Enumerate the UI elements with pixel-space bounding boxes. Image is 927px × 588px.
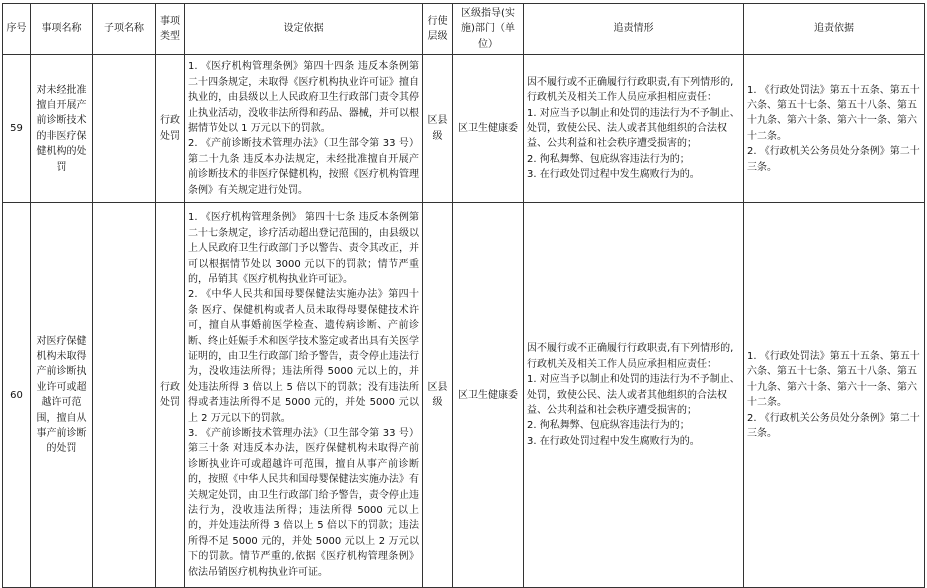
liability-line: 2. 徇私舞弊、包庇纵容违法行为的； — [527, 420, 690, 432]
header-seq: 序号 — [3, 4, 31, 55]
accountability-table — [2, 3, 925, 588]
basis-line: 2. 《中华人民共和国母婴保健法实施办法》第四十条 医疗、保健机构或者人员未取得母婴保健技术许可，擅自从事婚前医学检查、遗传病诊断、产前诊断、终止妊娠手术和医学技术鉴定或者出具有关医学证明的，由卫生行政部门给予警告，责令停止违法行为，没收违法所得；违法所得 5000 元以上的，并处违法所得 3 倍以上 5 倍以下的罚款；没有违法所得或者违法所得不足 5000 元的，并处 5000 元以上 2 万元以下的罚款。 — [188, 289, 419, 424]
table-row — [3, 55, 925, 203]
basis-line: 3. 《产前诊断技术管理办法》（卫生部令第 33 号）第三十条 对违反本办法，医疗保健机构未取得产前诊断执业许可或超越许可范围，擅自从事产前诊断的，按照《中华人民共和国母婴保健法实施办法》有关规定处罚，由卫生行政部门给予警告，责令停止违法行为，没收违法所得；违法所得 5000 元以上的，并处违法所得 3 倍以上 5 倍以下的罚款；违法所得不足 5000 元的，并处 5000 元以上 2 万元以下的罚款。情节严重的,依据《医疗机构管理条例》依法吊销医疗机构执业许可证。 — [188, 428, 419, 578]
liability-basis-line: 1. 《行政处罚法》第五十五条、第五十六条、第五十七条、第五十八条、第五十九条、第六十条、第六十一条、第六十二条。 — [747, 84, 920, 142]
table-row — [3, 203, 925, 588]
basis-line: 2. 《产前诊断技术管理办法》（卫生部令第 33 号）第二十九条 违反本办法规定，未经批准擅自开展产前诊断技术的非医疗保健机构，按照《医疗机构管理条例》有关规定进行处罚。 — [188, 138, 419, 196]
row-seq: 59 — [3, 55, 31, 203]
liability-line: 1. 对应当予以制止和处罚的违法行为不予制止、处罚，致使公民、法人或者其他组织的合法权益、公共利益和社会秩序遭受损害的； — [527, 107, 740, 150]
header-row — [3, 4, 925, 55]
row-basis — [185, 203, 423, 588]
row-item-type: 行政处罚 — [156, 203, 185, 588]
basis-line: 1. 《医疗机构管理条例》第四十四条 违反本条例第二十四条规定，未取得《医疗机构执业许可证》擅自执业的，由县级以上人民政府卫生行政部门责令其停止执业活动，没收非法所得和药品、器械，并可以根据情节处以 1 万元以下的罚款。 — [188, 61, 419, 135]
row-liability-basis — [744, 203, 925, 588]
liability-line: 3. 在行政处罚过程中发生腐败行为的。 — [527, 169, 700, 181]
row-seq: 60 — [3, 203, 31, 588]
row-dept: 区卫生健康委 — [453, 203, 524, 588]
header-level: 行使层级 — [423, 4, 453, 55]
header-item-type: 事项类型 — [156, 4, 185, 55]
header-sub-item-name: 子项名称 — [93, 4, 156, 55]
liability-line: 2. 徇私舞弊、包庇纵容违法行为的； — [527, 153, 690, 165]
liability-basis-line: 2. 《行政机关公务员处分条例》第二十三条。 — [747, 146, 920, 173]
row-basis — [185, 55, 423, 203]
header-item-name: 事项名称 — [31, 4, 93, 55]
basis-line: 1. 《医疗机构管理条例》 第四十七条 违反本条例第二十七条规定，诊疗活动超出登记范围的，由县级以上人民政府卫生行政部门予以警告、责令其改正，并可以根据情节处以 3000 元以下的罚款；情节严重的，吊销其《医疗机构执业许可证》。 — [188, 212, 419, 285]
row-item-type: 行政处罚 — [156, 55, 185, 203]
liability-line: 3. 在行政处罚过程中发生腐败行为的。 — [527, 435, 700, 447]
liability-line: 因不履行或不正确履行行政职责,有下列情形的,行政机关及相关工作人员应承担相应责任： — [527, 76, 734, 104]
liability-line: 因不履行或不正确履行行政职责,有下列情形的,行政机关及相关工作人员应承担相应责任： — [527, 343, 734, 370]
row-liability-case — [524, 203, 744, 588]
row-item-name: 对未经批准擅自开展产前诊断技术的非医疗保健机构的处罚 — [31, 55, 93, 203]
row-level: 区县级 — [423, 203, 453, 588]
row-liability-basis — [744, 55, 925, 203]
row-level: 区县级 — [423, 55, 453, 203]
liability-basis-line: 1. 《行政处罚法》第五十五条、第五十六条、第五十七条、第五十八条、第五十九条、第六十条、第六十一条、第六十二条。 — [747, 351, 920, 409]
row-liability-case — [524, 55, 744, 203]
liability-line: 1. 对应当予以制止和处罚的违法行为不予制止、处罚，致使公民、法人或者其他组织的合法权益、公共利益和社会秩序遭受损害的； — [527, 374, 740, 416]
row-sub-item-name — [93, 203, 156, 588]
row-dept: 区卫生健康委 — [453, 55, 524, 203]
header-liability-basis: 追责依据 — [744, 4, 925, 55]
row-sub-item-name — [93, 55, 156, 203]
liability-basis-line: 2. 《行政机关公务员处分条例》第二十三条。 — [747, 412, 920, 440]
header-liability-case: 追责情形 — [524, 4, 744, 55]
header-basis: 设定依据 — [185, 4, 423, 55]
header-dept: 区级指导(实施)部门（单位） — [453, 4, 524, 55]
row-item-name: 对医疗保健机构未取得产前诊断执业许可或超越许可范围，擅自从事产前诊断的处罚 — [31, 203, 93, 588]
